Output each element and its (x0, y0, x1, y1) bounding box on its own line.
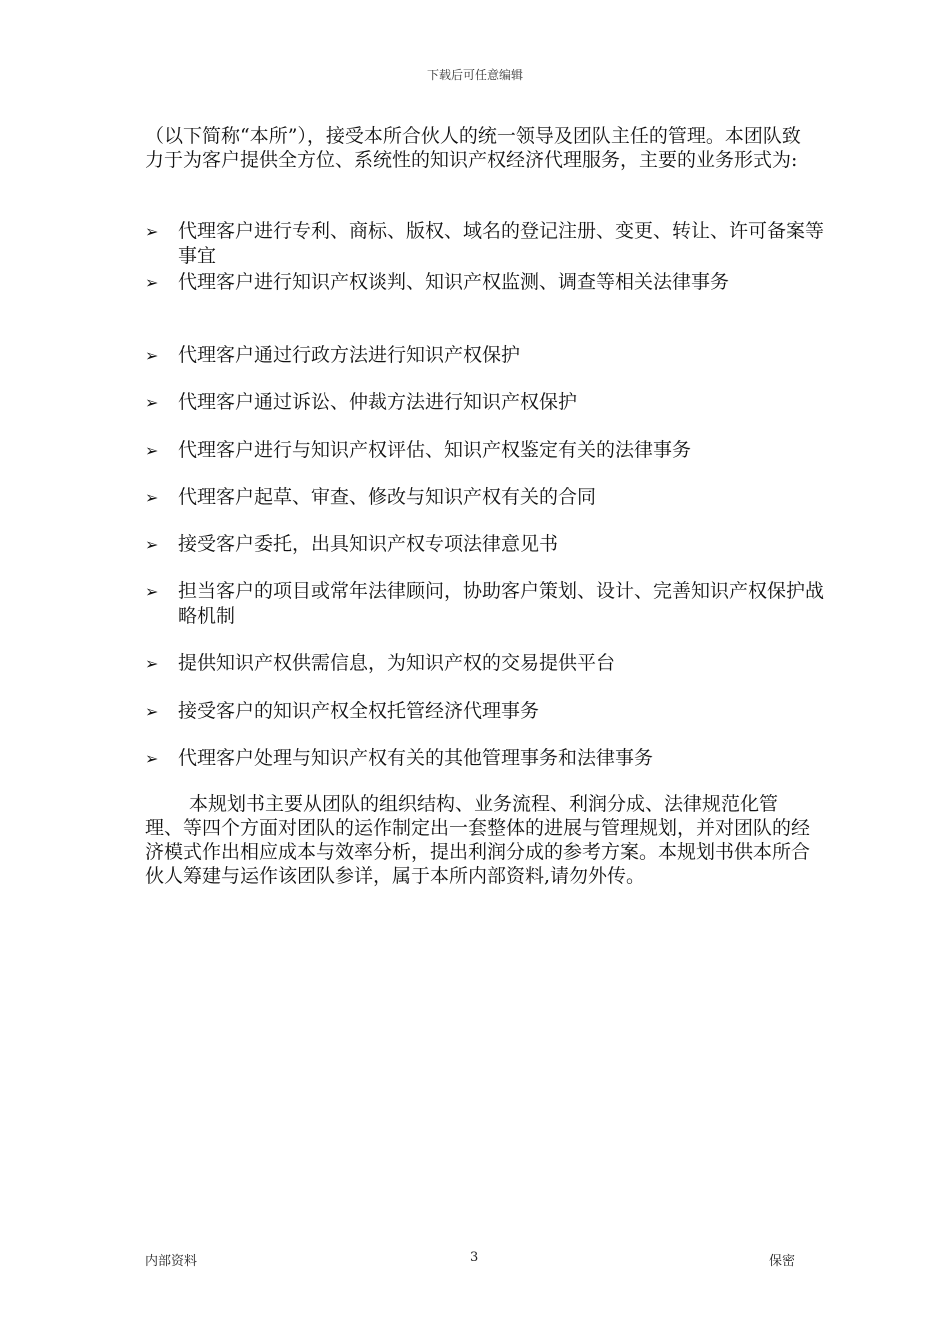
intro-paragraph: （以下简称“本所”），接受本所合伙人的统一领导及团队主任的管理。本团队致力于为客户提供全方位、系统性的知识产权经济代理服务，主要的业务形式为: (145, 125, 801, 171)
arrow-bullet-icon: ➢ (145, 346, 159, 365)
list-item (145, 651, 825, 676)
arrow-bullet-icon: ➢ (145, 488, 159, 507)
arrow-bullet-icon: ➢ (145, 441, 159, 460)
list-item-text: 代理客户处理与知识产权有关的其他管理事务和法律事务 (178, 747, 654, 769)
footer-confidential-label: 保密 (768, 1254, 795, 1269)
list-item (145, 579, 825, 629)
list-item-text: 担当客户的项目或常年法律顾问，协助客户策划、设计、完善知识产权保护战略机制 (178, 580, 825, 627)
list-item (145, 270, 825, 295)
list-item (145, 343, 825, 368)
arrow-bullet-icon: ➢ (145, 749, 159, 768)
arrow-bullet-icon: ➢ (145, 702, 159, 721)
list-item-text: 提供知识产权供需信息，为知识产权的交易提供平台 (178, 652, 616, 674)
list-item (145, 485, 825, 510)
footer-internal-label: 内部资料 (145, 1254, 198, 1269)
list-item (145, 219, 825, 269)
closing-paragraph: 本规划书主要从团队的组织结构、业务流程、利润分成、法律规范化管理、等四个方面对团队的运作制定出一套整体的进展与管理规划，并对团队的经济模式作出相应成本与效率分析，提出利润分成的参考方案。本规划书供本所合伙人筹建与运作该团队参详，属于本所内部资料,请勿外传。 (145, 793, 811, 887)
arrow-bullet-icon: ➢ (145, 582, 159, 601)
header-note: 下载后可任意编辑 (426, 68, 523, 82)
list-item-text: 接受客户的知识产权全权托管经济代理事务 (178, 700, 540, 722)
list-item (145, 532, 825, 557)
arrow-bullet-icon: ➢ (145, 393, 159, 412)
list-item-text: 代理客户进行知识产权谈判、知识产权监测、调查等相关法律事务 (178, 271, 730, 293)
list-item-text: 代理客户通过行政方法进行知识产权保护 (178, 344, 521, 366)
list-item-text: 代理客户起草、审查、修改与知识产权有关的合同 (178, 486, 597, 508)
page-number: 3 (470, 1250, 479, 1265)
list-item (145, 746, 825, 771)
list-item-text: 代理客户进行专利、商标、版权、域名的登记注册、变更、转让、许可备案等事宜 (178, 220, 825, 267)
list-item-text: 代理客户通过诉讼、仲裁方法进行知识产权保护 (178, 391, 578, 413)
arrow-bullet-icon: ➢ (145, 222, 159, 241)
arrow-bullet-icon: ➢ (145, 273, 159, 292)
list-item (145, 390, 825, 415)
arrow-bullet-icon: ➢ (145, 654, 159, 673)
page-footer (145, 1250, 795, 1270)
list-item-text: 代理客户进行与知识产权评估、知识产权鉴定有关的法律事务 (178, 439, 692, 461)
list-item-text: 接受客户委托，出具知识产权专项法律意见书 (178, 533, 559, 555)
list-item (145, 438, 825, 463)
arrow-bullet-icon: ➢ (145, 535, 159, 554)
list-item (145, 699, 825, 724)
